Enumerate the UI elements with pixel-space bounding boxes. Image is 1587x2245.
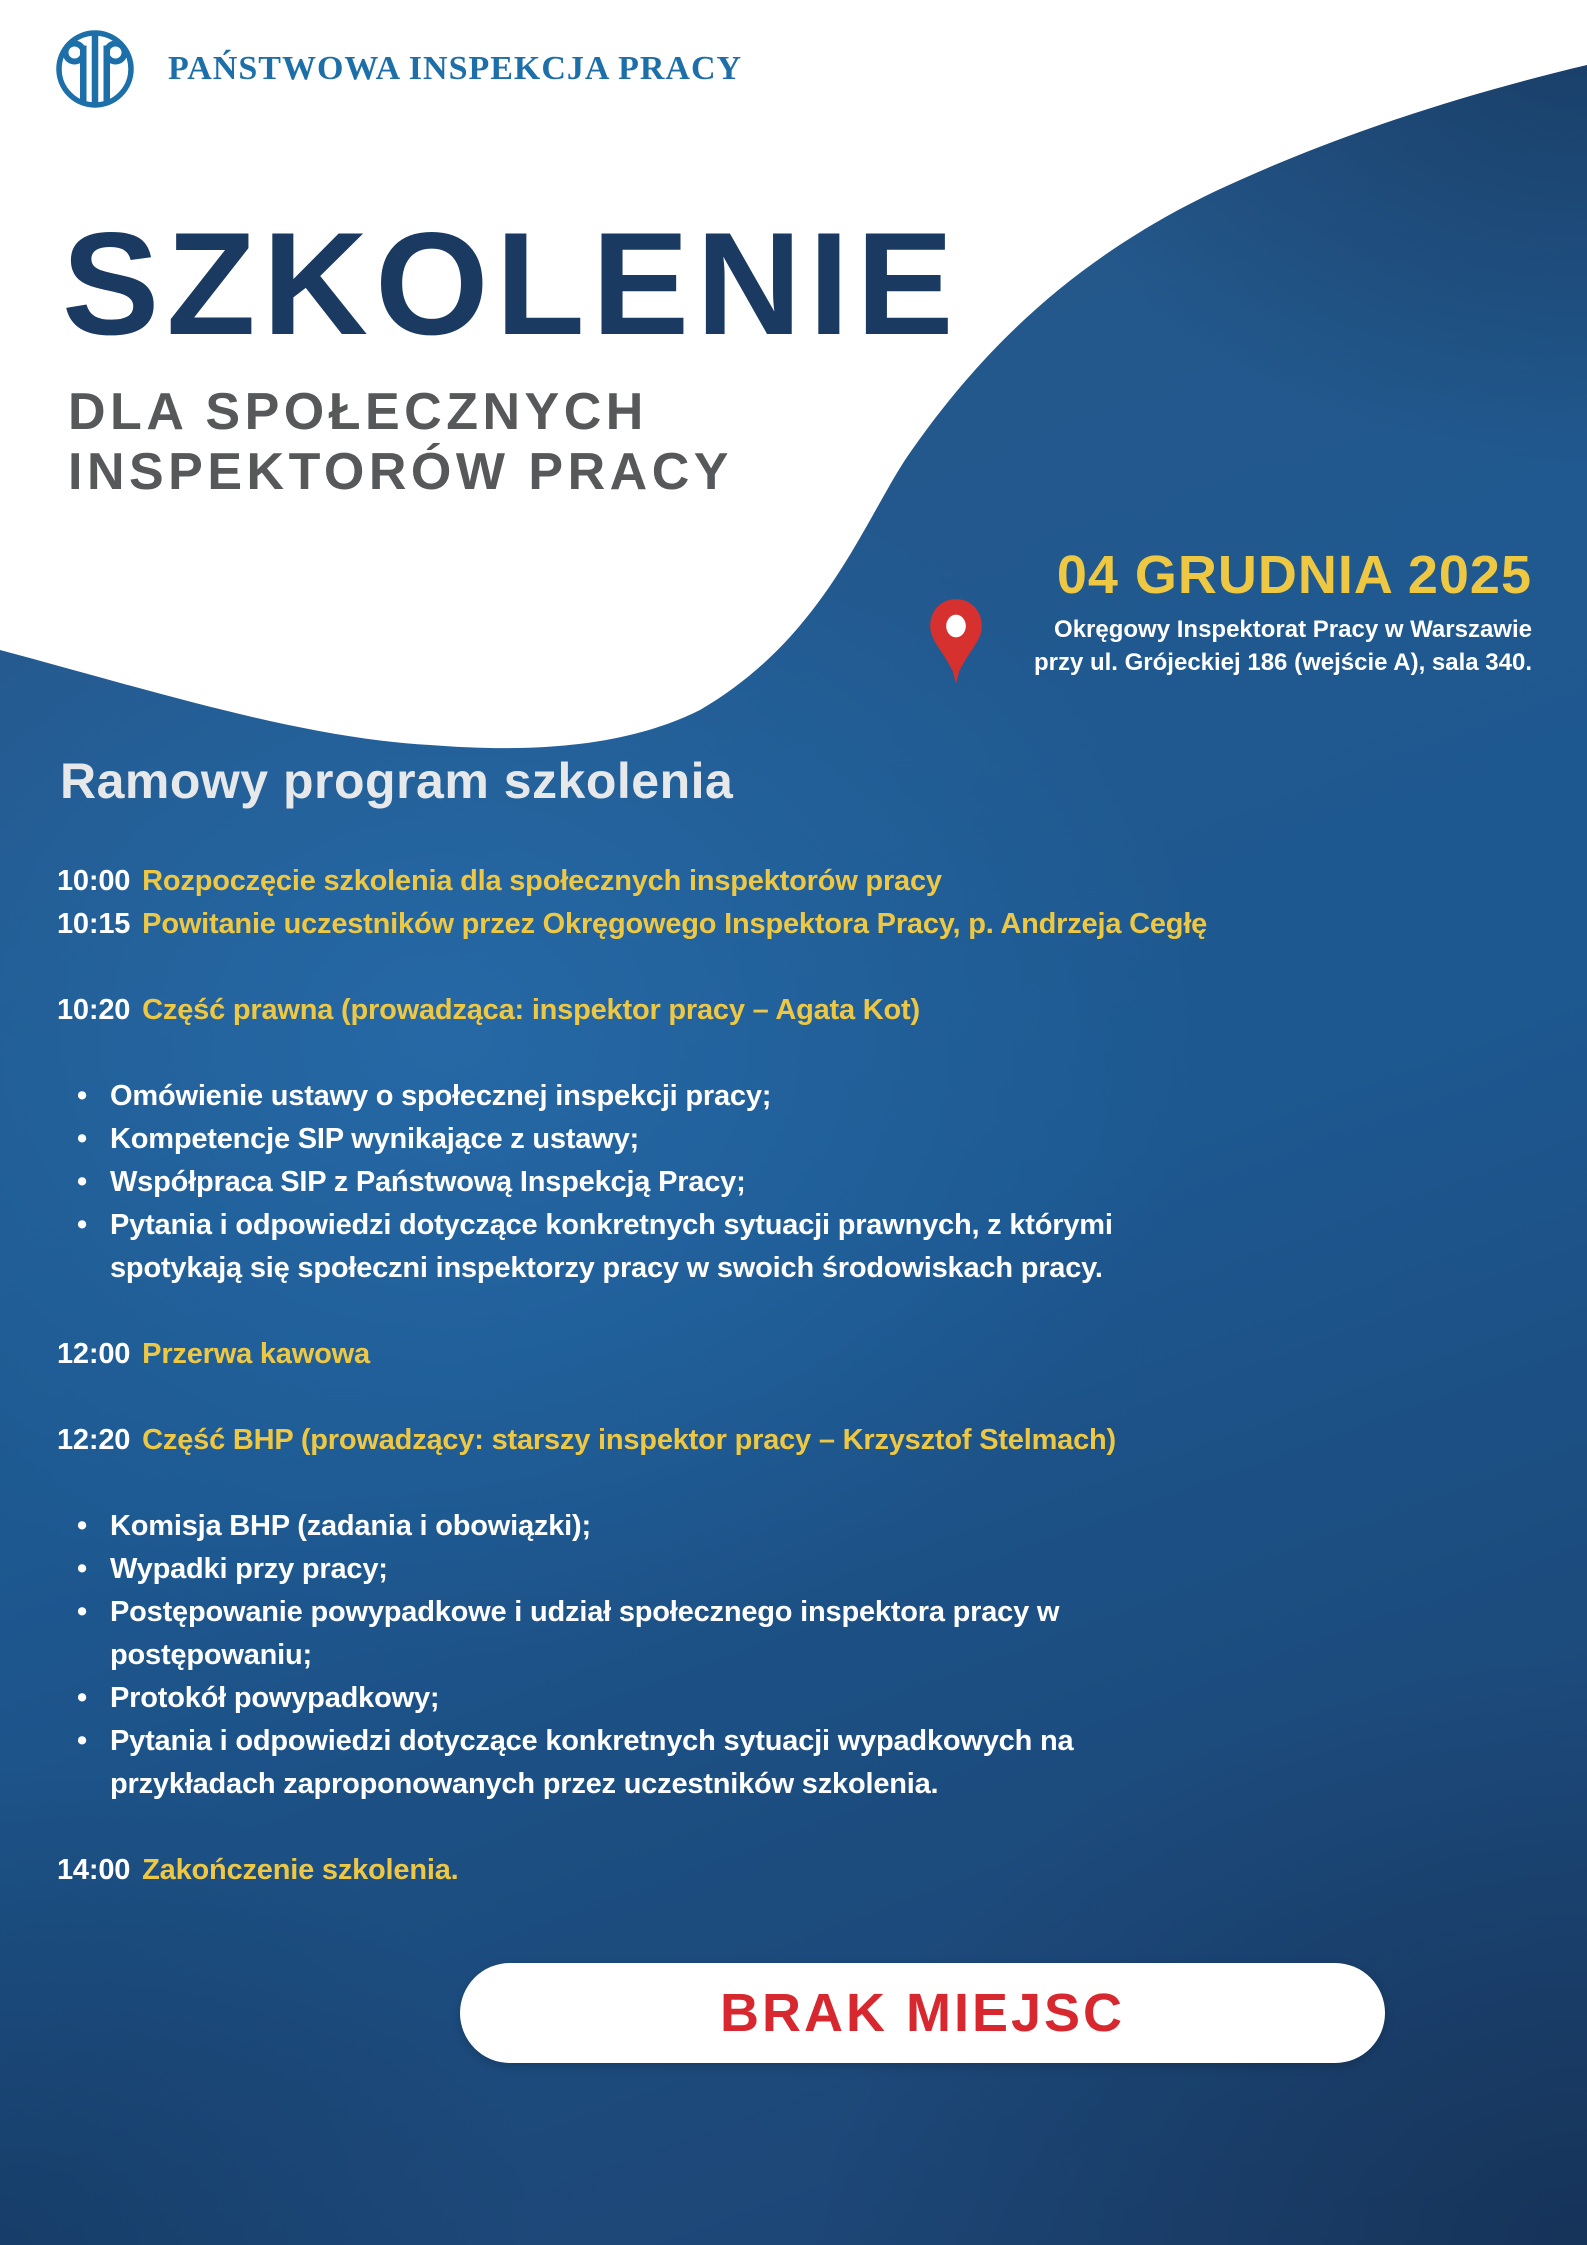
session-topic: Przerwa kawowa: [142, 1338, 370, 1370]
poster-subtitle-line1: DLA SPOŁECZNYCH: [68, 383, 648, 441]
no-seats-label: BRAK MIEJSC: [719, 1983, 1126, 2043]
program-schedule: [57, 860, 1357, 1892]
program-section-closing: [57, 1849, 1357, 1892]
bullet-item: • Wypadki przy pracy;: [57, 1548, 1357, 1591]
event-address-line2: przy ul. Grójeckiej 186 (wejście A), sala 340.: [1033, 649, 1532, 676]
session-topic: Część BHP (prowadzący: starszy inspektor pracy – Krzysztof Stelmach): [142, 1424, 1116, 1456]
bullet-item: • Współpraca SIP z Państwową Inspekcją Pracy;: [57, 1161, 1357, 1204]
no-seats-button[interactable]: [460, 1963, 1385, 2063]
bullet-item: • Pytania i odpowiedzi dotyczące konkretnych sytuacji wypadkowych na: [57, 1720, 1357, 1763]
session-topic: Część prawna (prowadząca: inspektor pracy – Agata Kot): [142, 994, 920, 1026]
bullet-item: • Pytania i odpowiedzi dotyczące konkretnych sytuacji prawnych, z którymi: [57, 1204, 1357, 1247]
brand-name: PAŃSTWOWA INSPEKCJA PRACY: [168, 50, 743, 87]
brand-header: [40, 14, 742, 124]
location-pin-icon: [925, 595, 987, 690]
program-bhp-bullets: [57, 1505, 1357, 1806]
poster-subtitle-line2: INSPEKTORÓW PRACY: [68, 443, 733, 501]
event-meta: [1034, 545, 1532, 679]
session-time: 12:20: [57, 1424, 131, 1456]
bullet-item: • Postępowanie powypadkowe i udział społecznego inspektora pracy w: [57, 1591, 1357, 1634]
bullet-item-continuation: spotykają się społeczni inspektorzy pracy w swoich środowiskach pracy.: [110, 1252, 1103, 1284]
program-section-legal: [57, 989, 1357, 1032]
session-time: 14:00: [57, 1854, 131, 1886]
session-row: [57, 1419, 1357, 1462]
bullet-item: • Omówienie ustawy o społecznej inspekcji pracy;: [57, 1075, 1357, 1118]
poster-subtitle: [68, 382, 733, 502]
program-legal-bullets: [57, 1075, 1357, 1290]
session-row: [57, 1333, 1357, 1376]
session-row: [57, 903, 1357, 946]
event-date: 04 GRUDNIA 2025: [1056, 545, 1532, 605]
bullet-item-continuation: postępowaniu;: [110, 1639, 313, 1671]
event-address-line1: Okręgowy Inspektorat Pracy w Warszawie: [1054, 616, 1532, 643]
session-time: 10:00: [57, 865, 131, 897]
session-row: [57, 860, 1357, 903]
program-section-break: [57, 1333, 1357, 1376]
session-time: 10:20: [57, 994, 131, 1026]
session-row: [57, 989, 1357, 1032]
session-time: 10:15: [57, 908, 131, 940]
session-topic: Zakończenie szkolenia.: [142, 1854, 459, 1886]
bullet-item: • Kompetencje SIP wynikające z ustawy;: [57, 1118, 1357, 1161]
session-topic: Rozpoczęcie szkolenia dla społecznych inspektorów pracy: [142, 865, 942, 897]
session-time: 12:00: [57, 1338, 131, 1370]
bullet-item: • Protokół powypadkowy;: [57, 1677, 1357, 1720]
bullet-item-continuation: przykładach zaproponowanych przez uczestników szkolenia.: [110, 1768, 939, 1800]
program-section-bhp: [57, 1419, 1357, 1462]
program-section-opening: [57, 860, 1357, 946]
session-topic: Powitanie uczestników przez Okręgowego Inspektora Pracy, p. Andrzeja Cegłę: [142, 908, 1208, 940]
poster-title: SZKOLENIE: [62, 202, 961, 365]
pip-logo-icon: [40, 14, 150, 124]
program-heading: Ramowy program szkolenia: [60, 753, 734, 809]
session-row: [57, 1849, 1357, 1892]
bullet-item: • Komisja BHP (zadania i obowiązki);: [57, 1505, 1357, 1548]
event-address: [1034, 613, 1532, 679]
